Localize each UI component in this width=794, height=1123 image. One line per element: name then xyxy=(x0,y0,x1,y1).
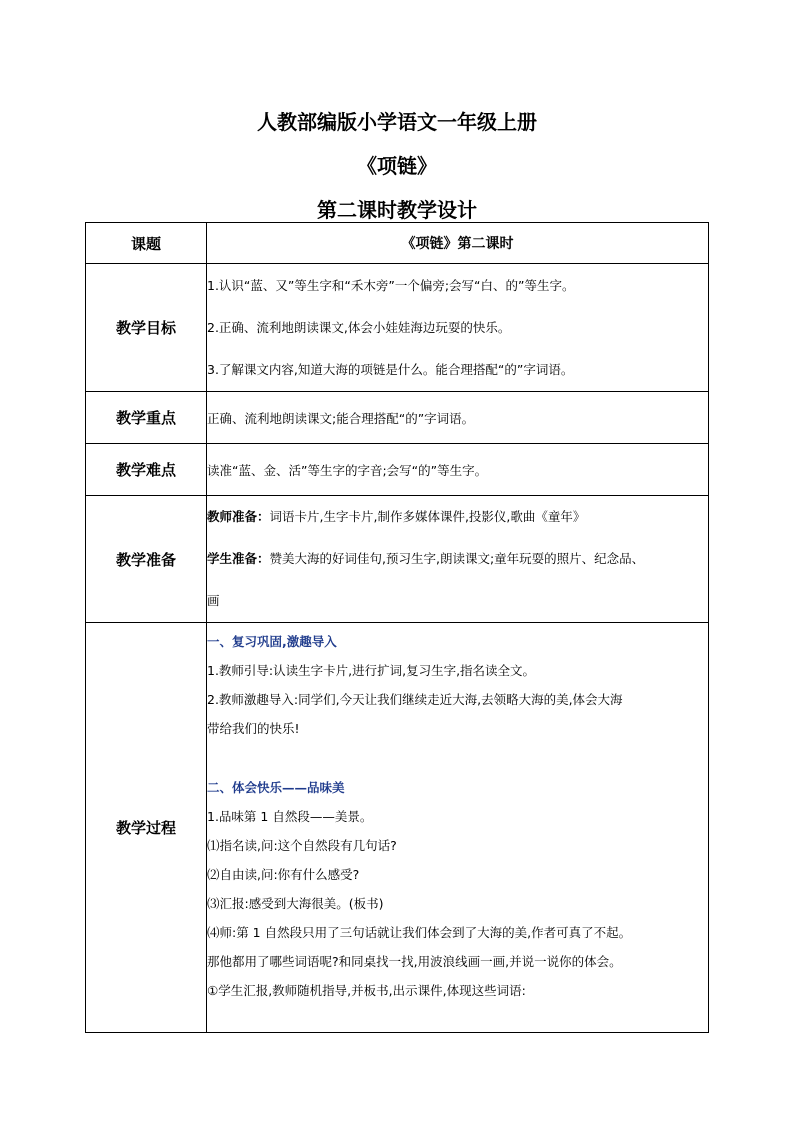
row-goals xyxy=(86,264,709,392)
process-line: ⑵自由读,问:你有什么感受? xyxy=(207,867,360,882)
process-line: 1.品味第 1 自然段——美景。 xyxy=(207,809,373,824)
title-lesson: 《项链》 xyxy=(357,154,437,178)
teacher-prep xyxy=(207,496,708,538)
goal-item: 2.正确、流利地朗读课文,体会小娃娃海边玩耍的快乐。 xyxy=(207,319,511,335)
label-process: 教学过程 xyxy=(86,623,207,1033)
process-cell xyxy=(207,623,709,1033)
label-key-point: 教学重点 xyxy=(86,392,207,444)
teacher-prep-label: 教师准备： xyxy=(207,509,270,524)
student-prep-label: 学生准备： xyxy=(207,551,270,566)
process-line: 2.教师激趣导入:同学们,今天让我们继续走近大海,去领略大海的美,体会大海 xyxy=(207,692,623,707)
goals-cell xyxy=(207,264,709,392)
row-process xyxy=(86,623,709,1033)
label-preparation: 教学准备 xyxy=(86,496,207,623)
value-key-point: 正确、流利地朗读课文;能合理搭配“的”字词语。 xyxy=(207,392,709,444)
value-topic: 《项链》第二课时 xyxy=(207,223,709,264)
student-prep-value: 赞美大海的好词佳句,预习生字,朗读课文;童年玩耍的照片、纪念品、 xyxy=(269,551,645,566)
process-section-heading: 一、复习巩固,激趣导入 xyxy=(207,634,337,649)
title-textbook: 人教部编版小学语文一年级上册 xyxy=(257,110,537,134)
row-difficulty xyxy=(86,444,709,496)
process-line: 1.教师引导:认读生字卡片,进行扩词,复习生字,指名读全文。 xyxy=(207,663,536,678)
lesson-plan-table xyxy=(85,222,709,1033)
label-difficulty: 教学难点 xyxy=(86,444,207,496)
goal-item: 3.了解课文内容,知道大海的项链是什么。能合理搭配“的”字词语。 xyxy=(207,361,574,377)
label-topic: 课题 xyxy=(86,223,207,264)
process-line: ⑷师:第 1 自然段只用了三句话就让我们体会到了大海的美,作者可真了不起。 xyxy=(207,925,632,940)
process-line: 那他都用了哪些词语呢?和同桌找一找,用波浪线画一画,并说一说你的体会。 xyxy=(207,954,622,969)
process-section-heading: 二、体会快乐——品味美 xyxy=(207,780,345,795)
process-line: ①学生汇报,教师随机指导,并板书,出示课件,体现这些词语: xyxy=(207,983,526,998)
document-titles xyxy=(0,100,794,232)
value-difficulty: 读准“蓝、金、活”等生字的字音;会写“的”等生字。 xyxy=(207,444,709,496)
row-topic xyxy=(86,223,709,264)
row-key-point xyxy=(86,392,709,444)
title-design: 第二课时教学设计 xyxy=(317,198,477,222)
teacher-prep-value: 词语卡片,生字卡片,制作多媒体课件,投影仪,歌曲《童年》 xyxy=(269,509,586,524)
process-line: ⑴指名读,问:这个自然段有几句话? xyxy=(207,838,397,853)
process-line: ⑶汇报:感受到大海很美。(板书) xyxy=(207,896,384,911)
preparation-cell xyxy=(207,496,709,623)
student-prep-cont: 画 xyxy=(207,593,220,608)
label-goals: 教学目标 xyxy=(86,264,207,392)
spacer xyxy=(207,743,708,773)
student-prep xyxy=(207,538,708,580)
row-preparation xyxy=(86,496,709,623)
goal-item: 1.认识“蓝、又”等生字和“禾木旁”一个偏旁;会写“白、的”等生字。 xyxy=(207,277,575,293)
process-line: 带给我们的快乐! xyxy=(207,721,300,736)
